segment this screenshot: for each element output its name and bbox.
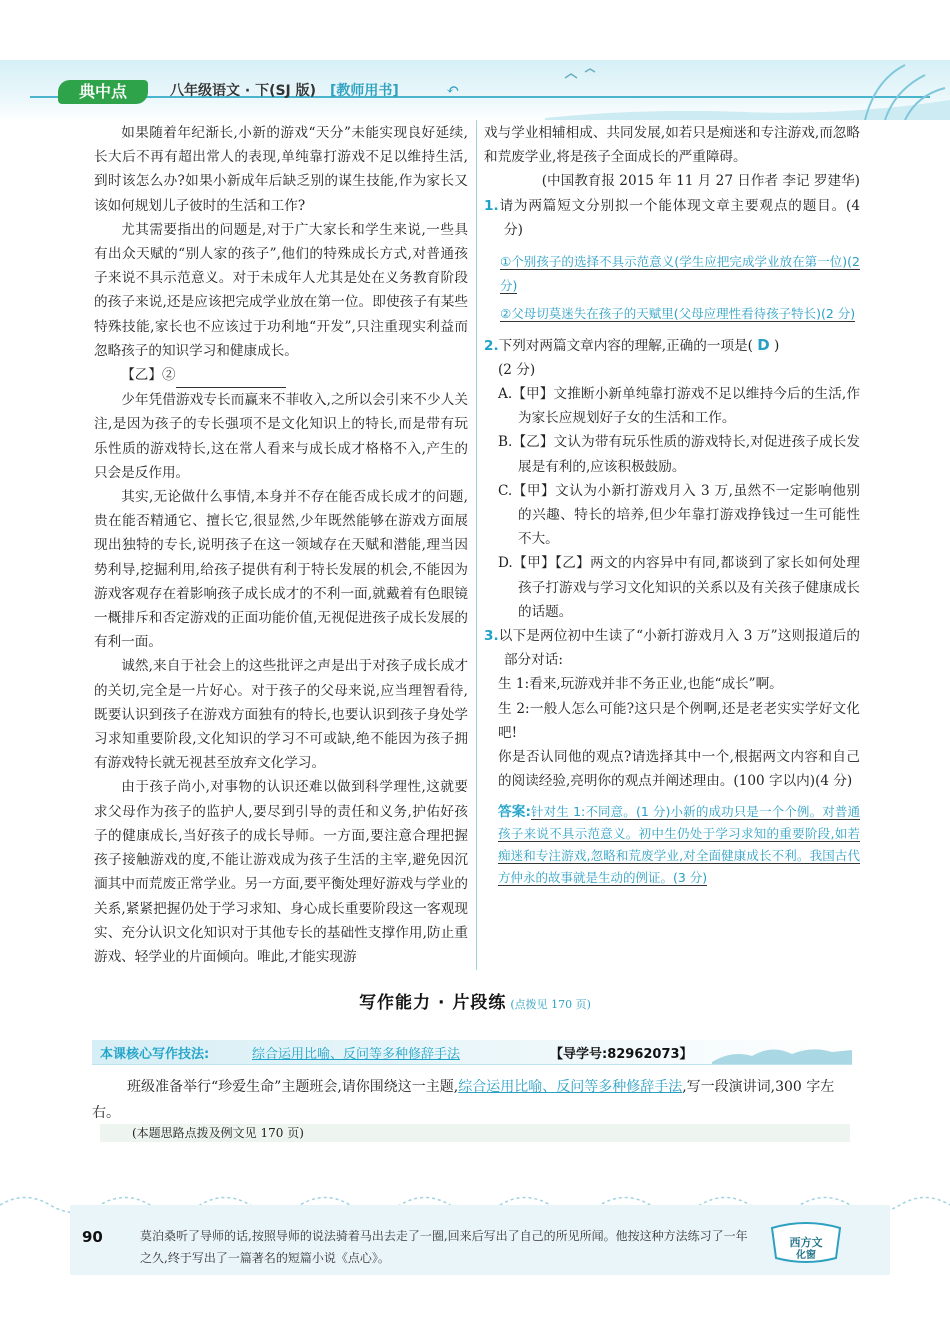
svg-text:西方文: 西方文: [789, 1236, 823, 1249]
writing-prompt: 班级准备举行“珍爱生命”主题班会,请你围绕这一主题,综合运用比喻、反问等多种修辞手法,写一段演讲词,300 字左右。: [92, 1079, 835, 1121]
section-label-yi: 【乙】②: [94, 363, 468, 388]
guide-number: 【导学号:82962073】: [550, 1047, 693, 1062]
source-citation: (中国教育报 2015 年 11 月 27 日作者 李记 罗建华): [541, 173, 860, 190]
answer-1a: ①个别孩子的选择不具示范意义(学生应把完成学业放在第一位)(2 分): [500, 254, 860, 294]
paragraph: 其实,无论做什么事情,本身并不存在能否成长成才的问题,贵在能否精通它、擅长它,很显然,少年既然能够在游戏方面展现出独特的专长,说明孩子在这一领域存在天赋和潜能,理当因势利导,挖掘利用,给孩子提供有利于特长发展的机会,不能因为游戏客观存在着影响孩子成长成才的不利一面,就戴着有色眼镜一概排斥和否定游戏的正面功能价值,无视促进孩子成长发展的有利一面。: [94, 489, 468, 651]
writing-section-title: 写作能力 · 片段练 (点拨见 170 页): [359, 993, 591, 1013]
paragraph: 尤其需要指出的问题是,对于广大家长和学生来说,一些具有出众天赋的“别人家的孩子”,他们的特殊成长方式,对普通孩子来说不具示范意义。对于未成年人尤其是处在义务教育阶段的孩子来说,还是应该把完成学业放在第一位。即使孩子有某些特殊技能,家长也不应该过于功利地“开发”,只注重现实利益而忽略孩子的知识学习和健康成长。: [94, 221, 468, 359]
paragraph: 戏与学业相辅相成、共同发展,如若只是痴迷和专注游戏,而忽略和荒废学业,将是孩子全面成长的严重障碍。: [484, 125, 860, 166]
question-2: 2.下列对两篇文章内容的理解,正确的一项是( D ): [484, 335, 780, 354]
skill-label: 本课核心写作技法:: [100, 1047, 210, 1062]
option-d: D.【甲】【乙】两文的内容异中有同,都谈到了家长如何处理孩子打游戏与学习文化知识的关系以及有关孩子健康成长的话题。: [498, 555, 860, 620]
return-arrow-icon: ↶: [446, 80, 460, 99]
left-column: [94, 121, 468, 969]
paragraph: 如果随着年纪渐长,小新的游戏“天分”未能实现良好延续,长大后不再有超出常人的表现,单纯靠打游戏不足以维持生活,到时该怎么办?如果小新成年后缺乏别的谋生技能,作为家长又该如何规划儿子彼时的生活和工作?: [94, 125, 468, 214]
answer-label: 答案:: [498, 804, 531, 821]
column-divider: [476, 120, 477, 970]
teacher-edition-tag: [教师用书]: [330, 83, 399, 99]
reference-note: (本题思路点拨及例文见 170 页): [100, 1124, 850, 1142]
answer-1b: ②父母切莫迷失在孩子的天赋里(父母应理性看待孩子特长)(2 分): [500, 306, 856, 322]
paragraph: 诚然,来自于社会上的这些批评之声是出于对孩子成长成才的关切,完全是一片好心。对于孩子的父母来说,应当理智看待,既要认识到孩子在游戏方面独有的特长,也要认识到孩子身处学习求知重要阶段,文化知识的学习不可或缺,绝不能因为孩子拥有游戏特长就无视甚至放弃文化学习。: [94, 658, 468, 772]
page-reference-note: (点拨见 170 页): [510, 998, 591, 1011]
student-2-line: 生 2:一般人怎么可能?这只是个例啊,还是老老实实学好文化吧!: [498, 700, 860, 741]
option-a: A.【甲】文推断小新单纯靠打游戏不足以维持今后的生活,作为家长应规划好子女的生活和工作。: [498, 386, 860, 427]
svg-text:化窗: 化窗: [796, 1250, 816, 1261]
student-1-line: 生 1:看来,玩游戏并非不务正业,也能“成长”啊。: [498, 676, 783, 693]
question-1: 1.请为两篇短文分别拟一个能体现文章主要观点的题目。(4 分): [484, 197, 860, 238]
answer-choice: D: [757, 335, 770, 354]
question-3: 3.以下是两位初中生读了“小新打游戏月入 3 万”这则报道后的部分对话:: [484, 628, 860, 669]
option-c: C.【甲】文认为小新打游戏月入 3 万,虽然不一定影响他别的兴趣、特长的培养,但少年靠打游戏挣钱过一生可能性不大。: [498, 482, 860, 548]
page-number: 90: [82, 1228, 103, 1246]
paragraph: 由于孩子尚小,对事物的认识还难以做到科学理性,这就要求父母作为孩子的监护人,要尽到引导的责任和义务,护佑好孩子的健康成长,当好孩子的成长导师。一方面,要注意合理把握孩子接触游戏的度,不能让游戏成为孩子生活的主宰,避免因沉湎其中而荒废正常学业。另一方面,要平衡处理好游戏与学业的关系,紧紧把握仍处于学习求知、身心成长重要阶段这一客观现实、充分认识文化知识对于其他专长的基础性支撑作用,防止重游戏、轻学业的片面倾向。唯此,才能实现游: [94, 779, 468, 965]
option-b: B.【乙】文认为带有玩乐性质的游戏特长,对促进孩子成长发展是有利的,应该积极鼓励。: [498, 434, 860, 475]
question-number: 1.: [484, 197, 499, 214]
book-logo: 典中点: [58, 80, 148, 104]
skill-text: 综合运用比喻、反问等多种修辞手法: [252, 1047, 461, 1062]
question-prompt: 你是否认同他的观点?请选择其中一个,根据两文内容和自己的阅读经验,亮明你的观点并阐述理由。(100 字以内)(4 分): [498, 749, 860, 790]
footer-anecdote: 莫泊桑听了导师的话,按照导师的说法骑着马出去走了一圈,回来后写出了自己的所见所闻。他按这种方法练习了一年之久,终于写出了一篇著名的短篇小说《点心》。: [140, 1229, 748, 1265]
right-column: [484, 121, 860, 889]
paragraph: 少年凭借游戏专长而赢来不菲收入,之所以会引来不少人关注,是因为孩子的专长强项不是文化知识上的特长,而是带有玩乐性质的游戏特长,这在常人看来与成长成才格格不入,产生的只会是反作用。: [94, 392, 468, 481]
landscape-decoration: [545, 60, 950, 120]
score: (2 分): [498, 361, 536, 378]
culture-window-badge: [766, 1222, 846, 1264]
answer-3: 答案:针对生 1:不同意。(1 分)小新的成功只是一个个例。对普通孩子来说不具示范意义。初中生仍处于学习求知的重要阶段,如若痴迷和专注游戏,忽略和荒废学业,对全面健康成长不利。我国古代方仲永的故事就是生动的例证。(3 分): [498, 804, 860, 886]
core-skill-bar: [92, 1040, 852, 1065]
book-title: 八年级语文 · 下(SJ 版): [170, 83, 317, 99]
mountain-decoration: [712, 1040, 852, 1064]
